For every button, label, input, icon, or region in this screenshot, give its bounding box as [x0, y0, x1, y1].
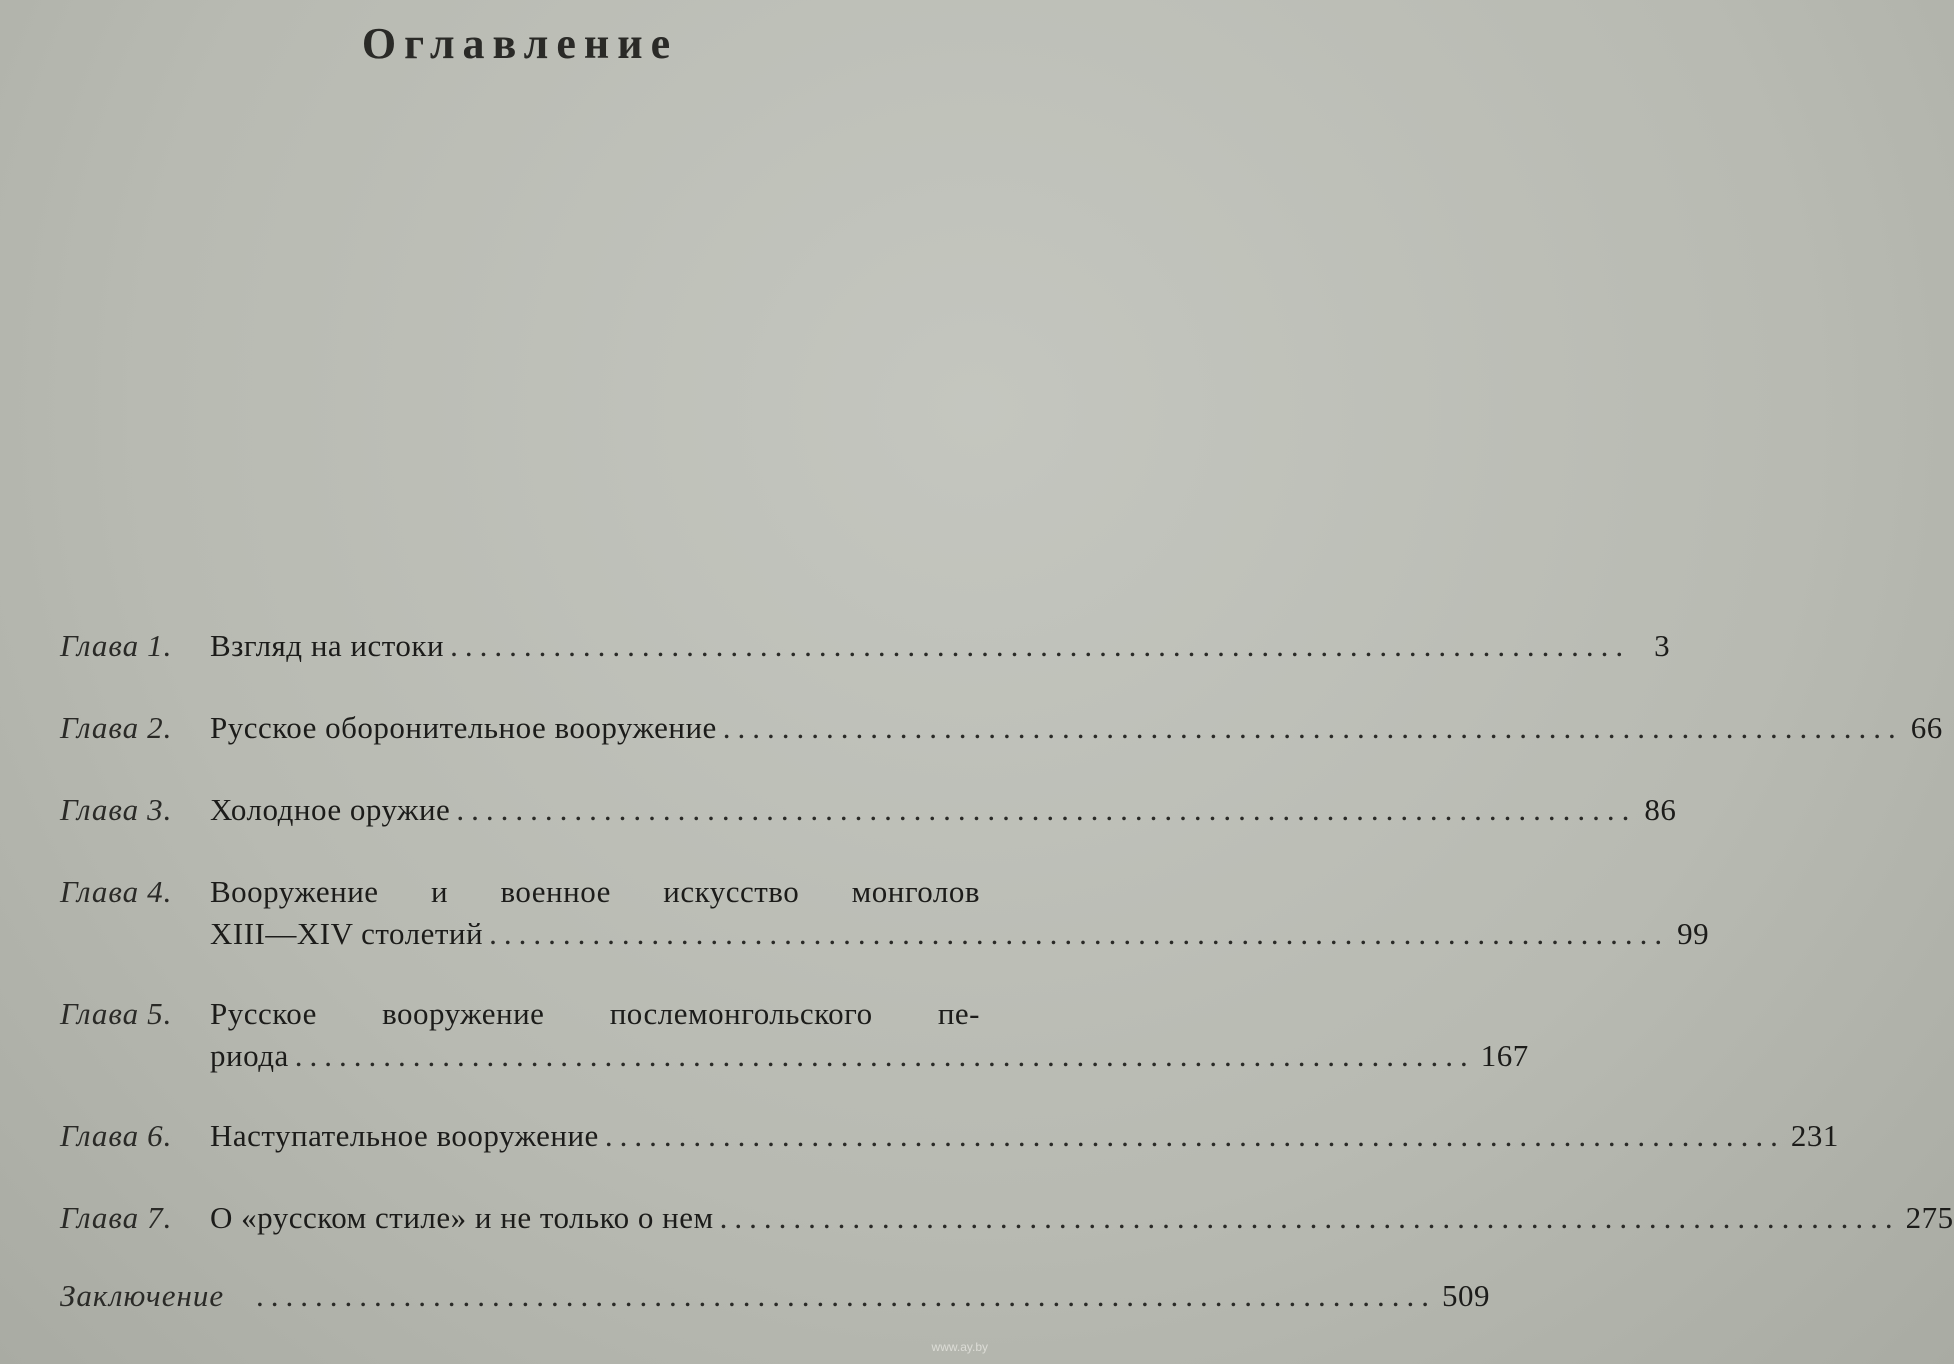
- chapter-title-line: Русское вооружение послемонгольского пе-: [210, 996, 980, 1031]
- chapter-word: Глава: [60, 996, 140, 1031]
- chapter-number: 3.: [147, 792, 173, 827]
- page-title: Оглавление: [361, 19, 679, 68]
- chapter-title: Взгляд на истоки: [210, 628, 445, 663]
- chapter-title: Холодное оружие: [210, 792, 451, 827]
- toc-line: [210, 916, 1710, 958]
- chapter-word: Глава: [60, 792, 140, 827]
- chapter-number: 5.: [147, 996, 173, 1031]
- dot-leader: ................................................................................: [489, 916, 1670, 951]
- dot-leader: ................................................................................: [456, 792, 1637, 827]
- chapter-title: Русское оборонительное вооружение: [210, 710, 717, 745]
- chapter-title: риода: [210, 1038, 289, 1073]
- chapter-word: Глава: [60, 710, 140, 745]
- toc-line: [210, 628, 1671, 670]
- dot-leader: ................................................................................: [256, 1278, 1436, 1313]
- chapter-word: Заключение: [60, 1278, 225, 1313]
- toc-line: [210, 1038, 1529, 1080]
- chapter-word: Глава: [60, 1118, 140, 1153]
- dot-leader: ................................................................................: [294, 1038, 1475, 1073]
- chapter-number: 7.: [147, 1200, 173, 1235]
- chapter-word: Глава: [60, 1200, 140, 1235]
- chapter-word: Глава: [60, 874, 140, 909]
- dot-leader: ................................................................................: [450, 628, 1631, 663]
- chapter-number: 1.: [147, 628, 173, 663]
- toc-line: [210, 1200, 1954, 1242]
- chapter-label: [60, 1200, 172, 1236]
- toc-line: [250, 1278, 1490, 1320]
- chapter-number: 4.: [147, 874, 173, 909]
- toc-line: [210, 710, 1943, 752]
- chapter-label: [60, 996, 172, 1032]
- chapter-title: О «русском стиле» и не только о нем: [210, 1200, 714, 1235]
- chapter-title: Наступательное вооружение: [210, 1118, 599, 1153]
- dot-leader: ................................................................................: [604, 1118, 1785, 1153]
- page-number: 509: [1442, 1278, 1490, 1313]
- chapter-label: [60, 710, 172, 746]
- chapter-label: [60, 792, 172, 828]
- watermark: www.ay.by: [931, 1340, 988, 1354]
- dot-leader: ................................................................................: [719, 1200, 1900, 1235]
- page-number: 66: [1910, 710, 1943, 745]
- chapter-title: XIII—XIV столетий: [210, 916, 484, 951]
- chapter-label: [60, 628, 172, 664]
- chapter-word: Глава: [60, 628, 140, 663]
- chapter-label: [60, 1278, 224, 1314]
- page-number: 167: [1480, 1038, 1529, 1073]
- page-number: 99: [1677, 916, 1710, 951]
- toc-line: [210, 1118, 1839, 1160]
- chapter-label: [60, 874, 172, 910]
- chapter-label: [60, 1118, 172, 1154]
- page-number: 86: [1644, 792, 1677, 827]
- page-number: 3: [1654, 628, 1671, 663]
- toc-line: [210, 792, 1677, 834]
- page-number: 275: [1905, 1200, 1954, 1235]
- page-number: 231: [1790, 1118, 1839, 1153]
- dot-leader: ................................................................................: [722, 710, 1903, 745]
- chapter-number: 6.: [147, 1118, 173, 1153]
- chapter-title-line: Вооружение и военное искусство монголов: [210, 874, 980, 909]
- chapter-number: 2.: [147, 710, 173, 745]
